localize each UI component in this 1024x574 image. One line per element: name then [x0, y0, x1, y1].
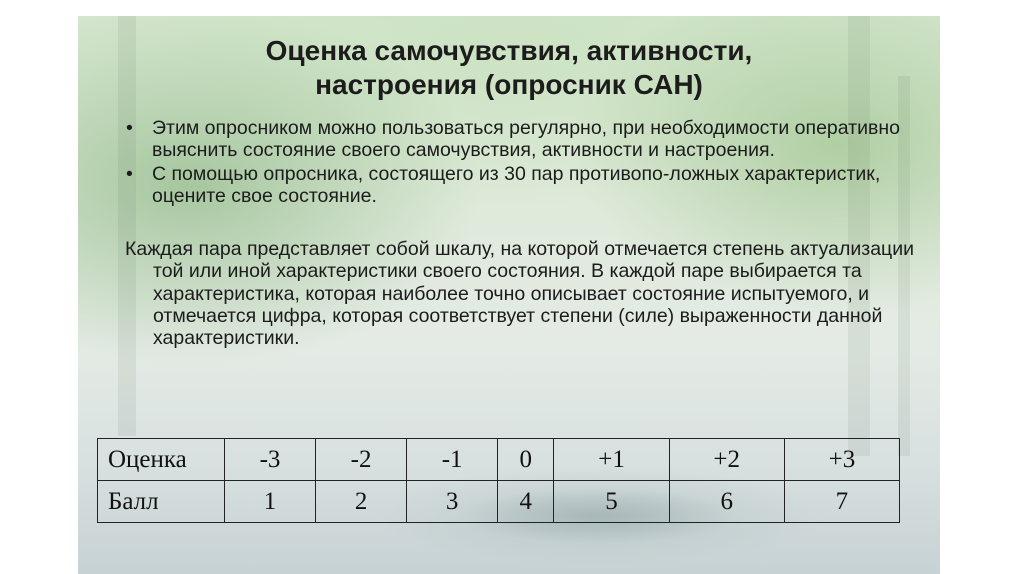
bullet-text: С помощью опросника, состоящего из 30 пар противопо-ложных характеристик, оцените свое состояние.	[152, 163, 881, 207]
table-cell: +1	[554, 439, 669, 481]
slide-title-line-2: настроения (опросник САН)	[315, 69, 703, 100]
row-header-rating: Оценка	[98, 439, 225, 481]
table-cell: 1	[225, 481, 316, 523]
table-row-score	[98, 481, 900, 523]
table-cell: -2	[316, 439, 407, 481]
rating-scale-table	[97, 438, 900, 523]
table-row-rating	[98, 439, 900, 481]
table-cell: -3	[225, 439, 316, 481]
bullet-item	[122, 118, 902, 161]
table-cell: 3	[407, 481, 498, 523]
table-cell: -1	[407, 439, 498, 481]
slide-title	[78, 34, 940, 102]
table-cell: +2	[669, 439, 784, 481]
description-paragraph: Каждая пара представляет собой шкалу, на которой отмечается степень актуализации той или иной характеристики своего состояния. В каждой паре выбирается та характеристика, которая наиболее точно описывает состояние испытуемого, и отмечается цифра, которая соответствует степени (силе) выраженности данной характеристики.	[125, 238, 914, 350]
table-cell: 7	[784, 481, 899, 523]
bullet-icon: •	[126, 117, 133, 139]
bullet-list	[122, 118, 902, 210]
bullet-item	[122, 164, 902, 207]
table-cell: 6	[669, 481, 784, 523]
table-cell: +3	[784, 439, 899, 481]
table-cell: 0	[498, 439, 554, 481]
table-cell: 2	[316, 481, 407, 523]
bullet-text: Этим опросником можно пользоваться регулярно, при необходимости оперативно выяснить состояние своего самочувствия, активности и настроения.	[152, 117, 900, 161]
slide	[78, 16, 940, 574]
table-cell: 4	[498, 481, 554, 523]
bullet-icon: •	[126, 163, 133, 185]
slide-title-line-1: Оценка самочувствия, активности,	[265, 35, 753, 66]
row-header-score: Балл	[98, 481, 225, 523]
table-cell: 5	[554, 481, 669, 523]
